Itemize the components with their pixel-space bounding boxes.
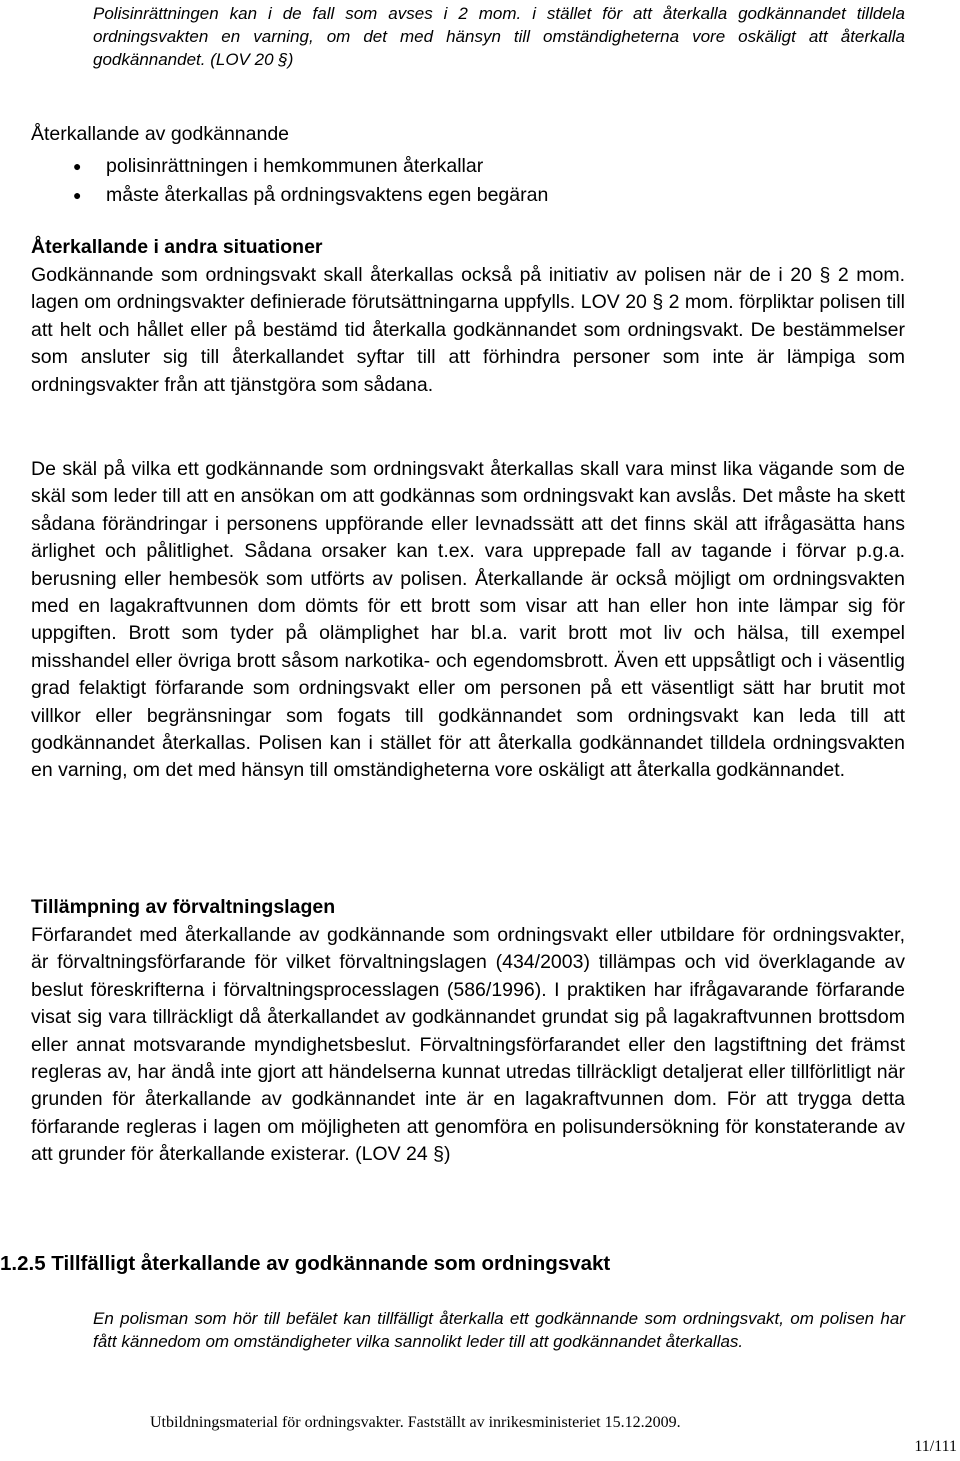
intro-italic-paragraph: Polisinrättningen kan i de fall som avses i 2 mom. i stället för att återkalla godkännandet tilldela ordningsvakten en varning, om det med hänsyn till omständigheterna vore oskäligt att återkalla godkännandet. (LOV 20 §) — [93, 4, 905, 69]
bullet-text: polisinrättningen i hemkommunen återkallar — [106, 155, 484, 177]
other-situations-heading: Återkallande i andra situationer — [31, 236, 323, 258]
list-item — [31, 152, 905, 181]
admin-law-paragraph: Förfarandet med återkallande av godkännande som ordningsvakt eller utbildare för ordningsvakter, är förvaltningsförfarande för vilket förvaltningslagen (434/2003) tillämpas och vid överklagande av beslut föreskrifterna i förvaltningsprocesslagen (586/1996). I praktiken har ifrågavarande förfarande visat sig vara tillräckligt då återkallandet av godkännandet grundat sig på lagakraftvunnen brottsdom eller annat motsvarande myndighetsbeslut. Förvaltningsförfarandet eller den lagstiftning det främst regleras av, har ändå inte gjort att händelserna kunnat utredas tillräckligt detaljerat eller tillförlitligt när grunden för återkallande av godkännandet inte är en lagakraftvunnen dom. För att trygga detta förfarande regleras i lagen om möjligheten att genomföra en polisundersökning för konstaterande av att grunder för återkallande existerar. (LOV 24 §) — [31, 924, 905, 1166]
other-situations-paragraph: Godkännande som ordningsvakt skall återkallas också på initiativ av polisen när de i 20 § 2 mom. lagen om ordningsvakter definierade förutsättningarna uppfylls. LOV 20 § 2 mom. förpliktar polisen till att helt och hållet eller på bestämd tid återkalla godkännandet som ordningsvakt. De bestämmelser som ansluter sig till återkallandet syftar till att förhindra personer som inte är lämpiga som ordningsvakter från att tjänstgöra som sådana. — [31, 264, 905, 396]
revocation-bullet-list — [31, 152, 905, 210]
bullet-icon: ● — [73, 187, 82, 203]
reasons-paragraph: De skäl på vilka ett godkännande som ordningsvakt återkallas skall vara minst lika vägande som de skäl som leder till att en ansökan om att godkännas som ordningsvakt kan avslås. Det måste ha skett sådana förändringar i personens uppförande eller levnadssätt att det finns skäl att ifrågasätta hans ärlighet och pålitlighet. Sådana orsaker kan t.ex. vara upprepade fall av tagande i förvar p.g.a. berusning eller hembesök som utförts av polisen. Återkallande är också möjligt om ordningsvakten med en lagakraftvunnen dom dömts för ett brott som visar att han eller hon inte lämpar sig för uppgiften. Brott som tyder på olämplighet har bl.a. varit brott mot liv och hälsa, till exempel misshandel eller övriga brott såsom narkotika- och egendomsbrott. Även ett uppsåtligt och i väsentlig grad felaktigt förfarande som ordningsvakt eller om personen på ett väsentligt sätt har brutit mot villkor eller begränsningar som fogats till godkännandet som ordningsvakt kan leda till att godkännandet återkallas. Polisen kan i stället för att återkalla godkännandet tilldela ordningsvakten en varning, om det med hänsyn till omständigheterna vore oskäligt att återkalla godkännandet. — [31, 458, 905, 782]
bullet-text: måste återkallas på ordningsvaktens egen begäran — [106, 184, 549, 206]
bullet-icon: ● — [73, 158, 82, 174]
revocation-heading: Återkallande av godkännande — [31, 123, 290, 145]
page-number: 11/111 — [914, 1438, 957, 1455]
section-heading: 1.2.5 Tillfälligt återkallande av godkännande som ordningsvakt — [0, 1252, 611, 1275]
admin-law-heading: Tillämpning av förvaltningslagen — [31, 896, 336, 918]
section-italic-paragraph: En polisman som hör till befälet kan tillfälligt återkalla ett godkännande som ordningsvakt, om polisen har fått kännedom om omständigheter vilka sannolikt leder till att godkännandet återkallas. — [93, 1309, 905, 1351]
list-item — [31, 181, 905, 210]
page-footer: Utbildningsmaterial för ordningsvakter. Fastställt av inrikesministeriet 15.12.2009. — [150, 1414, 681, 1431]
